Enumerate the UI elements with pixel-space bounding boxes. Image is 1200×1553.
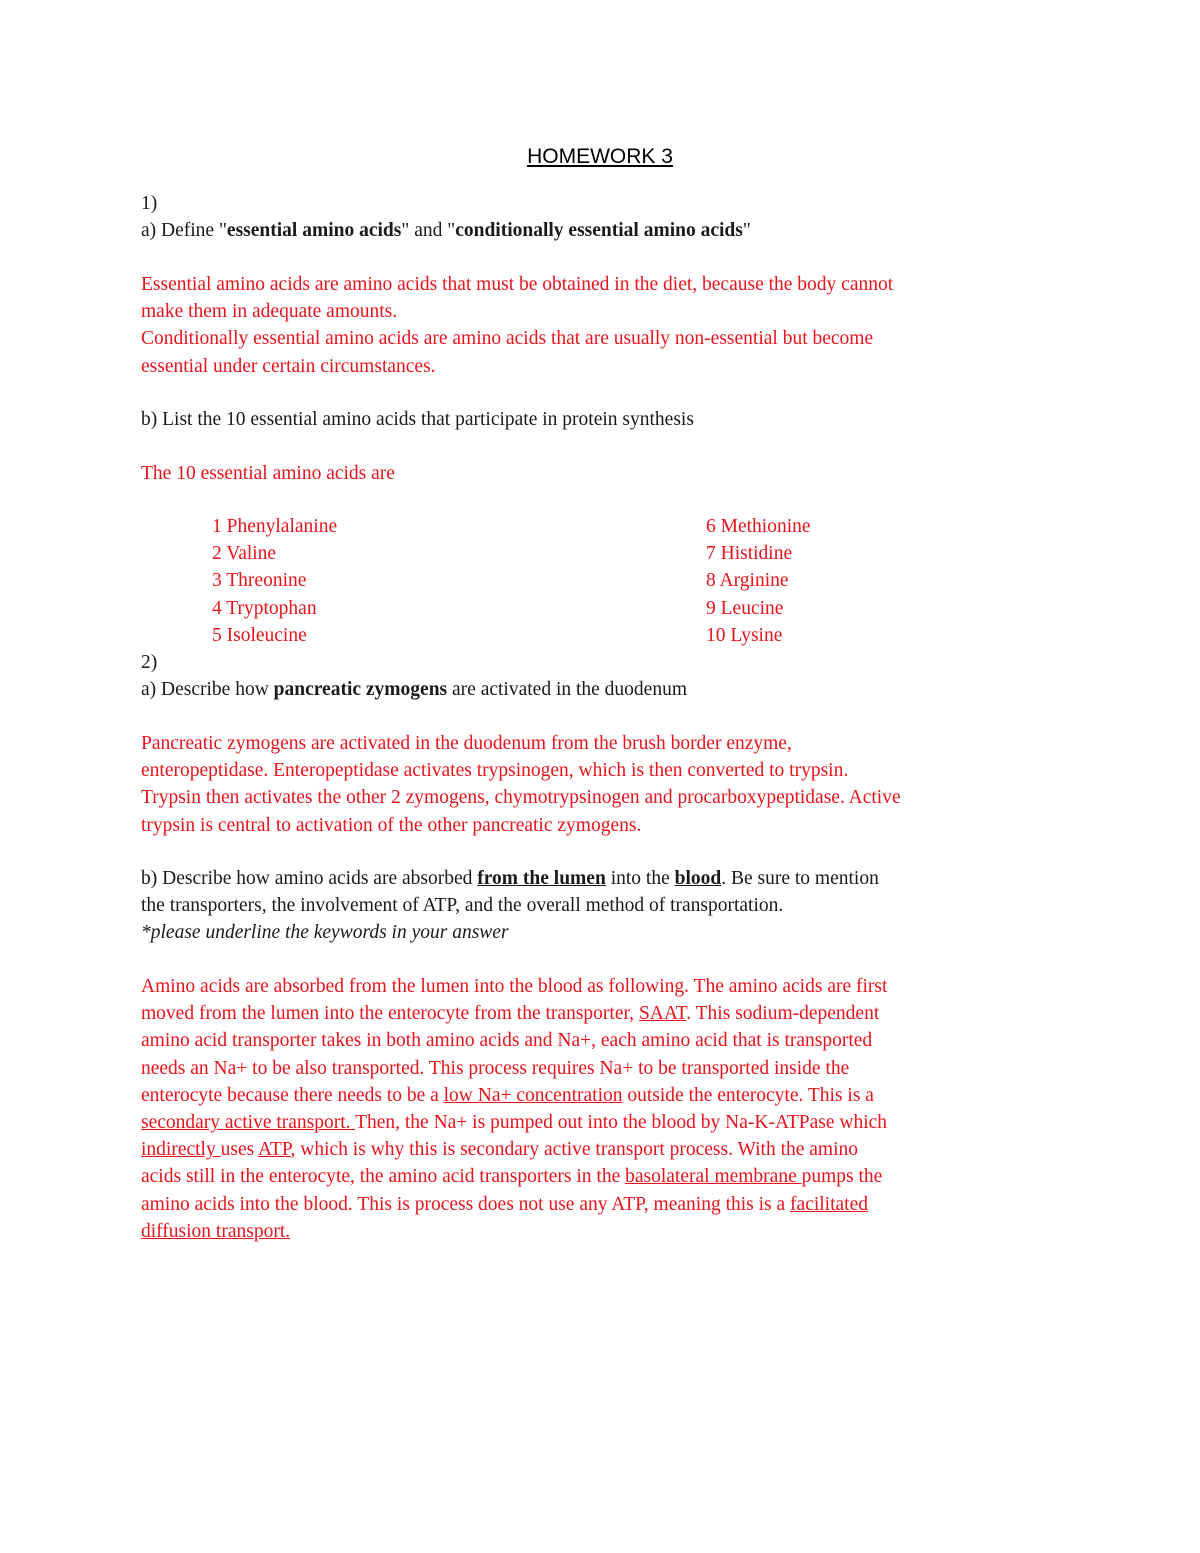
keyword: secondary active transport. <box>141 1111 356 1133</box>
keyword: ATP <box>258 1139 291 1161</box>
question-2a: a) Describe how pancreatic zymogens are activated in the duodenum <box>141 679 688 701</box>
keyword: conditionally essential amino acids <box>455 220 743 242</box>
answer-1b-intro: The 10 essential amino acids are <box>141 463 395 484</box>
keyword: low Na+ concentration <box>443 1084 623 1106</box>
question-2b: b) Describe how amino acids are absorbed from the lumen into the blood. Be sure to mention the transporters, the involvement of ATP, and the overall method of transportation. *please underline the keywords in your answer <box>141 865 1071 947</box>
answer-line: trypsin is central to activation of the other pancreatic zymogens. <box>141 814 642 836</box>
keyword: facilitated <box>790 1193 868 1215</box>
keyword: diffusion transport. <box>141 1220 291 1242</box>
answer-2a <box>141 730 1071 839</box>
keyword: SAAT <box>638 1003 687 1025</box>
list-item: 1 Phenylalanine 6 Methionine <box>212 516 811 537</box>
question-1a: a) Define "essential amino acids" and "conditionally essential amino acids" <box>141 220 751 242</box>
answer-line: enteropeptidase. Enteropeptidase activates trypsinogen, which is then converted to trypsin. <box>141 760 849 782</box>
question-number: 2) <box>141 652 158 673</box>
page-title: HOMEWORK 3 <box>527 145 673 168</box>
answer-line: make them in adequate amounts. <box>141 301 398 323</box>
keyword: essential amino acids <box>226 220 402 242</box>
keyword: blood <box>674 868 722 889</box>
keyword: basolateral membrane <box>625 1166 802 1188</box>
answer-line: essential under certain circumstances. <box>141 355 436 377</box>
instruction-note: *please underline the keywords in your answer <box>141 922 509 944</box>
answer-1a <box>141 271 1071 380</box>
question-1 <box>141 190 1071 244</box>
question-number: 1) <box>141 193 158 214</box>
list-item: 3 Threonine 8 Arginine <box>212 570 789 592</box>
list-item: 4 Tryptophan 9 Leucine <box>212 597 784 619</box>
answer-line: Pancreatic zymogens are activated in the duodenum from the brush border enzyme, <box>141 733 792 754</box>
answer-line: Trypsin then activates the other 2 zymogens, chymotrypsinogen and procarboxypeptidase. Active <box>141 787 901 809</box>
list-item: 5 Isoleucine 10 Lysine <box>212 624 783 646</box>
answer-line: Essential amino acids are amino acids that must be obtained in the diet, because the body cannot <box>141 274 894 295</box>
keyword: pancreatic zymogens <box>273 679 448 701</box>
keyword: indirectly <box>141 1139 221 1161</box>
list-item: 2 Valine 7 Histidine <box>212 543 793 565</box>
answer-line: Conditionally essential amino acids are amino acids that are usually non-essential but become <box>141 328 874 350</box>
amino-acid-list <box>212 513 912 649</box>
answer-2b: Amino acids are absorbed from the lumen into the blood as following. The amino acids are first moved from the lumen into the enterocyte from the transporter, SAAT. This sodium-dependent amino acid transporter takes in both amino acids and Na+, each amino acid that is transported needs an Na+ to be also transported. This process requires Na+ to be transported inside the enterocyte because there needs to be a low Na+ concentration outside the enterocyte. This is a secondary active transport. Then, the Na+ is pumped out into the blood by Na-K-ATPase which indirectly uses ATP, which is why this is secondary active transport process. With the amino acids still in the enterocyte, the amino acid transporters in the basolateral membrane pumps the amino acids into the blood. This is process does not use any ATP, meaning this is a facilitated diffusion transport. <box>141 976 888 1242</box>
question-1b: b) List the 10 essential amino acids that participate in protein synthesis <box>141 409 694 430</box>
keyword: from the lumen <box>477 868 606 889</box>
question-2 <box>141 649 1071 703</box>
